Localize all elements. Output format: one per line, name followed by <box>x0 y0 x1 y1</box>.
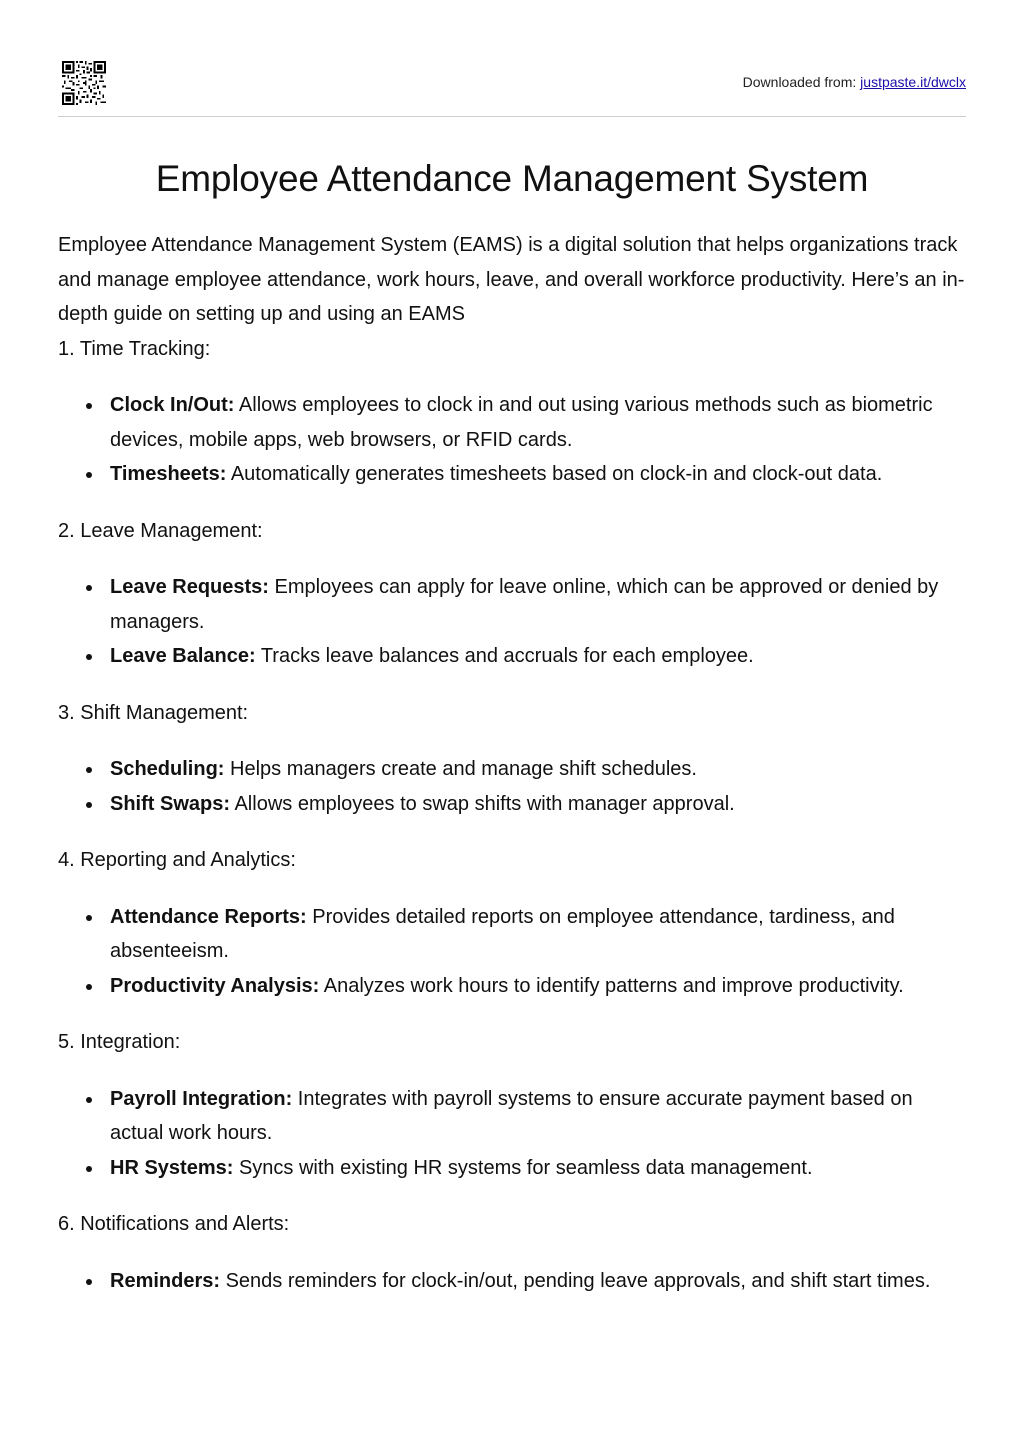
bullet-list <box>58 752 966 821</box>
page-header <box>58 0 966 117</box>
section-heading: 5. Integration: <box>58 1031 181 1053</box>
item-term: Reminders: <box>110 1269 221 1292</box>
intro-paragraph: Employee Attendance Management System (EAMS) is a digital solution that helps organizations track and manage employee attendance, work hours, leave, and overall workforce productivity. Here’s an in-depth guide on setting up and using an EAMS <box>58 234 965 325</box>
list-item <box>110 388 966 457</box>
list-item <box>110 457 966 492</box>
list-item <box>110 969 966 1004</box>
item-text: Provides detailed reports on employee attendance, tardiness, and absenteeism. <box>110 905 895 962</box>
item-text: Allows employees to clock in and out using various methods such as biometric devices, mobile apps, web browsers, or RFID cards. <box>110 394 933 451</box>
item-term: Timesheets: <box>110 463 227 485</box>
qr-code-icon <box>62 61 106 105</box>
bullet-list <box>58 1264 966 1299</box>
bullet-list <box>58 570 966 674</box>
document-page <box>58 0 966 1292</box>
list-item <box>110 1264 966 1299</box>
item-text: Helps managers create and manage shift schedules. <box>224 758 697 780</box>
list-item <box>110 1151 966 1186</box>
section-reporting-analytics <box>58 843 966 1003</box>
item-term: Attendance Reports: <box>110 905 307 928</box>
list-item <box>110 900 966 969</box>
section-integration <box>58 1025 966 1185</box>
section-heading: 3. Shift Management: <box>58 701 249 724</box>
downloaded-label: Downloaded from: <box>742 74 857 90</box>
item-term: Clock In/Out: <box>110 394 235 416</box>
section-time-tracking <box>58 332 966 492</box>
item-term: HR Systems: <box>110 1156 234 1179</box>
item-text: Automatically generates timesheets based on clock-in and clock-out data. <box>226 463 883 485</box>
bullet-list <box>58 1082 966 1186</box>
item-text: Allows employees to swap shifts with manager approval. <box>230 792 735 815</box>
item-term: Productivity Analysis: <box>110 974 320 997</box>
list-item <box>110 639 966 674</box>
item-text: Sends reminders for clock-in/out, pending leave approvals, and shift start times. <box>220 1269 931 1292</box>
section-heading: 1. Time Tracking: <box>58 337 211 360</box>
list-item <box>110 1082 966 1151</box>
source-link[interactable]: justpaste.it/dwclx <box>860 74 966 90</box>
document-body <box>58 228 966 1320</box>
section-notifications-alerts <box>58 1207 966 1298</box>
item-term: Leave Balance: <box>110 645 256 667</box>
page-title: Employee Attendance Management System <box>155 158 869 199</box>
section-heading: 2. Leave Management: <box>58 519 263 542</box>
item-term: Payroll Integration: <box>110 1087 293 1110</box>
item-text: Syncs with existing HR systems for seamless data management. <box>233 1156 813 1179</box>
section-leave-management <box>58 514 966 674</box>
list-item <box>110 787 966 822</box>
list-item <box>110 752 966 787</box>
downloaded-from <box>743 74 966 90</box>
list-item <box>110 570 966 639</box>
bullet-list <box>58 388 966 492</box>
item-text: Integrates with payroll systems to ensure accurate payment based on actual work hours. <box>110 1087 913 1144</box>
item-text: Tracks leave balances and accruals for each employee. <box>255 645 754 667</box>
bullet-list <box>58 900 966 1004</box>
item-term: Scheduling: <box>110 758 225 780</box>
section-heading: 6. Notifications and Alerts: <box>58 1213 290 1235</box>
item-term: Shift Swaps: <box>110 792 231 815</box>
section-heading: 4. Reporting and Analytics: <box>58 849 296 871</box>
item-text: Analyzes work hours to identify patterns and improve productivity. <box>319 974 904 997</box>
section-shift-management <box>58 696 966 822</box>
item-term: Leave Requests: <box>110 576 269 598</box>
item-text: Employees can apply for leave online, which can be approved or denied by managers. <box>110 576 939 633</box>
